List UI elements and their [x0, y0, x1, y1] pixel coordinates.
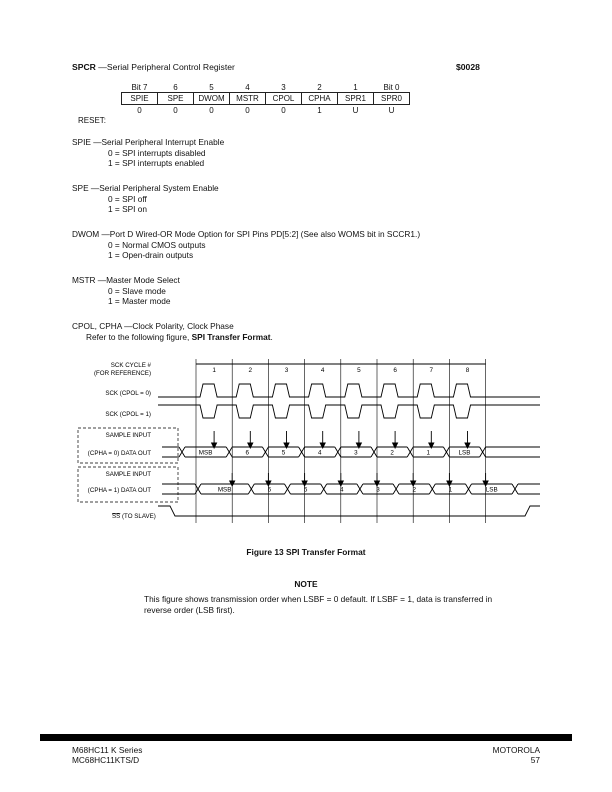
bit-number: 1 — [353, 82, 358, 92]
sample-arrow-cpha1-head — [411, 481, 416, 486]
data-bit-cpha1: 3 — [376, 486, 380, 494]
spe-title: SPE —Serial Peripheral System Enable — [72, 183, 219, 193]
data-out-cpha1-bus — [357, 484, 363, 494]
bit-name: SPR0 — [374, 93, 410, 105]
data-bit-cpha0: 1 — [426, 449, 431, 457]
data-bit-cpha1: 6 — [267, 486, 272, 494]
data-bit-cpha0: 3 — [354, 449, 358, 457]
bit-name: DWOM — [194, 93, 230, 105]
label-for-reference: (FOR REFERENCE) — [93, 370, 151, 377]
sample-arrow-cpha1-head — [230, 481, 235, 486]
cycle-number: 7 — [429, 367, 434, 374]
data-out-cpha0-bus — [299, 447, 305, 457]
label-sck-cpol1: SCK (CPOL = 1) — [105, 411, 151, 418]
reset-label: RESET: — [78, 116, 107, 125]
label-data-out-cpha0: (CPHA = 0) DATA OUT — [87, 450, 151, 457]
bit-name: SPIE — [122, 93, 158, 105]
bit-name: MSTR — [230, 93, 266, 105]
sample-arrow-cpha1-head — [447, 481, 452, 486]
data-bit-cpha1: MSB — [217, 486, 232, 494]
data-out-cpha0-bus — [407, 447, 413, 457]
sample-arrow-cpha1-head — [483, 481, 488, 486]
data-out-cpha1-bus — [393, 484, 399, 494]
bit-number: 5 — [209, 82, 214, 92]
data-out-cpha1-bus — [429, 484, 435, 494]
reset-value: 1 — [317, 105, 322, 115]
data-bit-cpha0: 4 — [317, 449, 322, 457]
ss-bar-text: SS — [112, 513, 121, 520]
spie-option-0: 0 = SPI interrupts disabled — [108, 147, 206, 158]
sample-arrow-cpha1-head — [375, 481, 380, 486]
data-out-cpha0-bus — [226, 447, 232, 457]
data-bit-cpha1: 4 — [340, 486, 344, 494]
footer-brand: MOTOROLA — [492, 745, 540, 755]
reset-value: 0 — [137, 105, 142, 115]
label-ss-to-slave — [112, 513, 156, 520]
bit-number: 4 — [245, 82, 250, 92]
note-body: This figure shows transmission order when LSBF = 0 default. If LSBF = 1, data is transferred in reverse order (LSB first). — [144, 594, 493, 615]
reset-value: U — [388, 105, 395, 115]
data-out-cpha0-bus — [480, 447, 486, 457]
label-sck-cycle: SCK CYCLE # — [110, 362, 151, 369]
data-out-cpha1-bus — [512, 484, 518, 494]
footer-left — [72, 745, 142, 765]
cpol-cpha-title: CPOL, CPHA —Clock Polarity, Clock Phase — [72, 321, 234, 331]
label-sample-input-a: SAMPLE INPUT — [105, 432, 151, 439]
bit-number: 6 — [173, 82, 178, 92]
sample-arrow-cpha1-head — [338, 481, 343, 486]
data-out-cpha0-bus — [179, 447, 185, 457]
cycle-number: 4 — [320, 367, 325, 374]
data-bit-cpha0: 2 — [390, 449, 394, 457]
bit-number: 2 — [317, 82, 322, 92]
bit-name: CPOL — [266, 93, 302, 105]
data-out-cpha0-bus — [335, 447, 341, 457]
data-out-cpha1-bus — [248, 484, 254, 494]
data-bit-cpha0: 5 — [281, 449, 286, 457]
sck-cpol0-waveform — [158, 384, 540, 397]
data-bit-cpha0: MSB — [198, 449, 213, 457]
bit-name: SPR1 — [338, 93, 374, 105]
spie-option-1: 1 = SPI interrupts enabled — [108, 158, 205, 168]
data-out-cpha1-bus — [466, 484, 472, 494]
label-sck-cpol0: SCK (CPOL = 0) — [105, 390, 151, 397]
cycle-number: 8 — [465, 367, 470, 374]
data-out-cpha0-bus — [443, 447, 449, 457]
reference-text: Refer to the following figure, — [86, 331, 192, 342]
dwom-option-0: 0 = Normal CMOS outputs — [108, 239, 206, 250]
footer-doc-number: MC68HC11KTS/D — [72, 755, 140, 765]
footer-right — [420, 745, 540, 765]
data-bit-cpha1: 5 — [303, 486, 308, 494]
data-bit-cpha0: LSB — [458, 449, 471, 457]
spe-option-1: 1 = SPI on — [108, 204, 147, 214]
reset-value: 0 — [209, 105, 214, 115]
data-bit-cpha1: 1 — [448, 486, 453, 494]
bit-number: Bit 0 — [383, 82, 400, 92]
mstr-title: MSTR —Master Mode Select — [72, 275, 180, 285]
cycle-number: 6 — [393, 367, 397, 374]
register-name: SPCR — [72, 62, 96, 72]
ss-waveform — [158, 506, 540, 516]
data-out-cpha1-bus — [321, 484, 327, 494]
data-bit-cpha1: LSB — [485, 486, 498, 494]
data-out-cpha0-bus — [262, 447, 268, 457]
data-bit-cpha0: 6 — [245, 449, 250, 457]
sample-arrow-cpha1-head — [266, 481, 271, 486]
label-sample-input-b: SAMPLE INPUT — [105, 471, 151, 478]
spe-option-0: 0 = SPI off — [108, 193, 147, 204]
bit-number: 3 — [281, 82, 286, 92]
data-out-cpha1-bus — [285, 484, 291, 494]
reset-value: 0 — [173, 105, 178, 115]
sck-cpol1-waveform — [158, 405, 540, 418]
reset-value: 0 — [281, 105, 286, 115]
cycle-number: 2 — [248, 367, 253, 374]
reference-link-text: SPI Transfer Format — [191, 331, 271, 342]
reset-value: 0 — [245, 105, 250, 115]
cycle-number: 1 — [212, 367, 216, 374]
reference-end: . — [270, 331, 273, 342]
data-bit-cpha1: 2 — [412, 486, 416, 494]
footer-rule — [40, 734, 572, 741]
bit-name: CPHA — [302, 93, 338, 105]
figure-caption: Figure 13 SPI Transfer Format — [246, 547, 366, 557]
data-out-cpha0-bus — [371, 447, 377, 457]
ss-rest-text: (TO SLAVE) — [120, 513, 156, 520]
label-data-out-cpha1: (CPHA = 1) DATA OUT — [87, 487, 151, 494]
footer-series: M68HC11 K Series — [72, 745, 143, 755]
cycle-number: 3 — [284, 367, 289, 374]
mstr-option-1: 1 = Master mode — [108, 296, 171, 306]
dwom-title: DWOM —Port D Wired-OR Mode Option for SPI Pins PD[5:2] (See also WOMS bit in SCCR1.) — [72, 229, 421, 239]
dwom-option-1: 1 = Open-drain outputs — [108, 250, 194, 260]
bit-number: Bit 7 — [131, 82, 148, 92]
register-address: $0028 — [456, 62, 480, 72]
spie-title: SPIE —Serial Peripheral Interrupt Enable — [72, 137, 225, 147]
reset-value: U — [352, 105, 359, 115]
register-title-text: —Serial Peripheral Control Register — [95, 62, 235, 72]
mstr-option-0: 0 = Slave mode — [108, 285, 166, 296]
sample-arrow-cpha1-head — [302, 481, 307, 486]
page-number: 57 — [530, 755, 540, 765]
cycle-number: 5 — [357, 367, 361, 374]
bit-name: SPE — [158, 93, 194, 105]
note-title: NOTE — [294, 579, 318, 589]
